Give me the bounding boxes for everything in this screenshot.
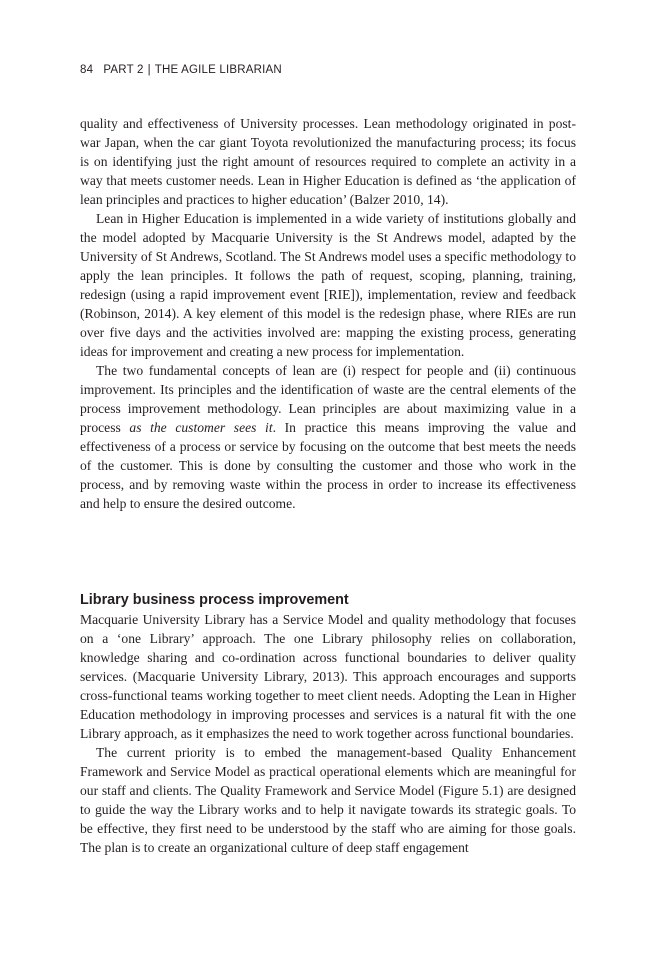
part-label: PART 2 xyxy=(103,64,144,76)
section-block xyxy=(80,591,576,857)
running-head-separator: | xyxy=(147,64,151,76)
paragraph: quality and effectiveness of University processes. Lean methodology originated in post-war Japan, when the car giant Toyota revolutionized the manufacturing process; its focus is on identifying just the right amount of resources required to complete an activity in a way that meets customer needs. Lean in Higher Education is defined as ‘the application of lean principles and practices to higher education’ (Balzer 2010, 14). xyxy=(80,116,576,207)
chapter-title: THE AGILE LIBRARIAN xyxy=(154,64,282,76)
paragraph: Lean in Higher Education is implemented in a wide variety of institutions globally and the model adopted by Macquarie University is the St Andrews model, adapted by the University of St Andrews, Scotland. The St Andrews model uses a specific methodology to apply the lean principles. It follows the path of request, scoping, planning, training, redesign (using a rapid improvement event [RIE]), implementation, review and feedback (Robinson, 2014). A key element of this model is the redesign phase, where RIEs are run over five days and the activities involved are: mapping the existing process, generating ideas for improvement and creating a new process for implementation. xyxy=(80,211,576,359)
running-head xyxy=(80,64,282,76)
paragraph-text: The two fundamental concepts of lean are (i) respect for people and (ii) continuous improvement. Its principles and the identification of waste are the central elements of the process improvement methodology. Lean principles are about maximizing value in a process xyxy=(80,363,576,435)
body-text-block xyxy=(80,114,576,513)
paragraph: The current priority is to embed the management-based Quality Enhancement Framework and Service Model as practical operational elements which are meaningful for our staff and clients. The Quality Framework and Service Model (Figure 5.1) are designed to guide the way the Library works and to help it navigate towards its strategic goals. To be effective, they first need to be understood by the staff who are aiming for those goals. The plan is to create an organizational culture of deep staff engagement xyxy=(80,745,576,855)
paragraph xyxy=(80,361,576,513)
section-heading: Library business process improvement xyxy=(80,592,349,608)
emphasis-text: as the customer sees it xyxy=(129,420,273,435)
paragraph: Macquarie University Library has a Service Model and quality methodology that focuses on a ‘one Library’ approach. The one Library philosophy relies on collaboration, knowledge sharing and co-ordination across functional boundaries to deliver quality services. (Macquarie University Library, 2013). This approach encourages and supports cross-functional teams working together to meet client needs. Adopting the Lean in Higher Education methodology in improving processes and services is a natural fit with the one Library approach, as it emphasizes the need to work together across functional boundaries. xyxy=(80,612,576,741)
page-number: 84 xyxy=(80,64,94,76)
paragraph-text: . In practice this means improving the value and effectiveness of a process or service by focusing on the outcome that best meets the needs of the customer. This is done by consulting the customer and those who work in the process, and by removing waste within the process in order to increase its effectiveness and help to ensure the desired outcome. xyxy=(80,420,576,511)
